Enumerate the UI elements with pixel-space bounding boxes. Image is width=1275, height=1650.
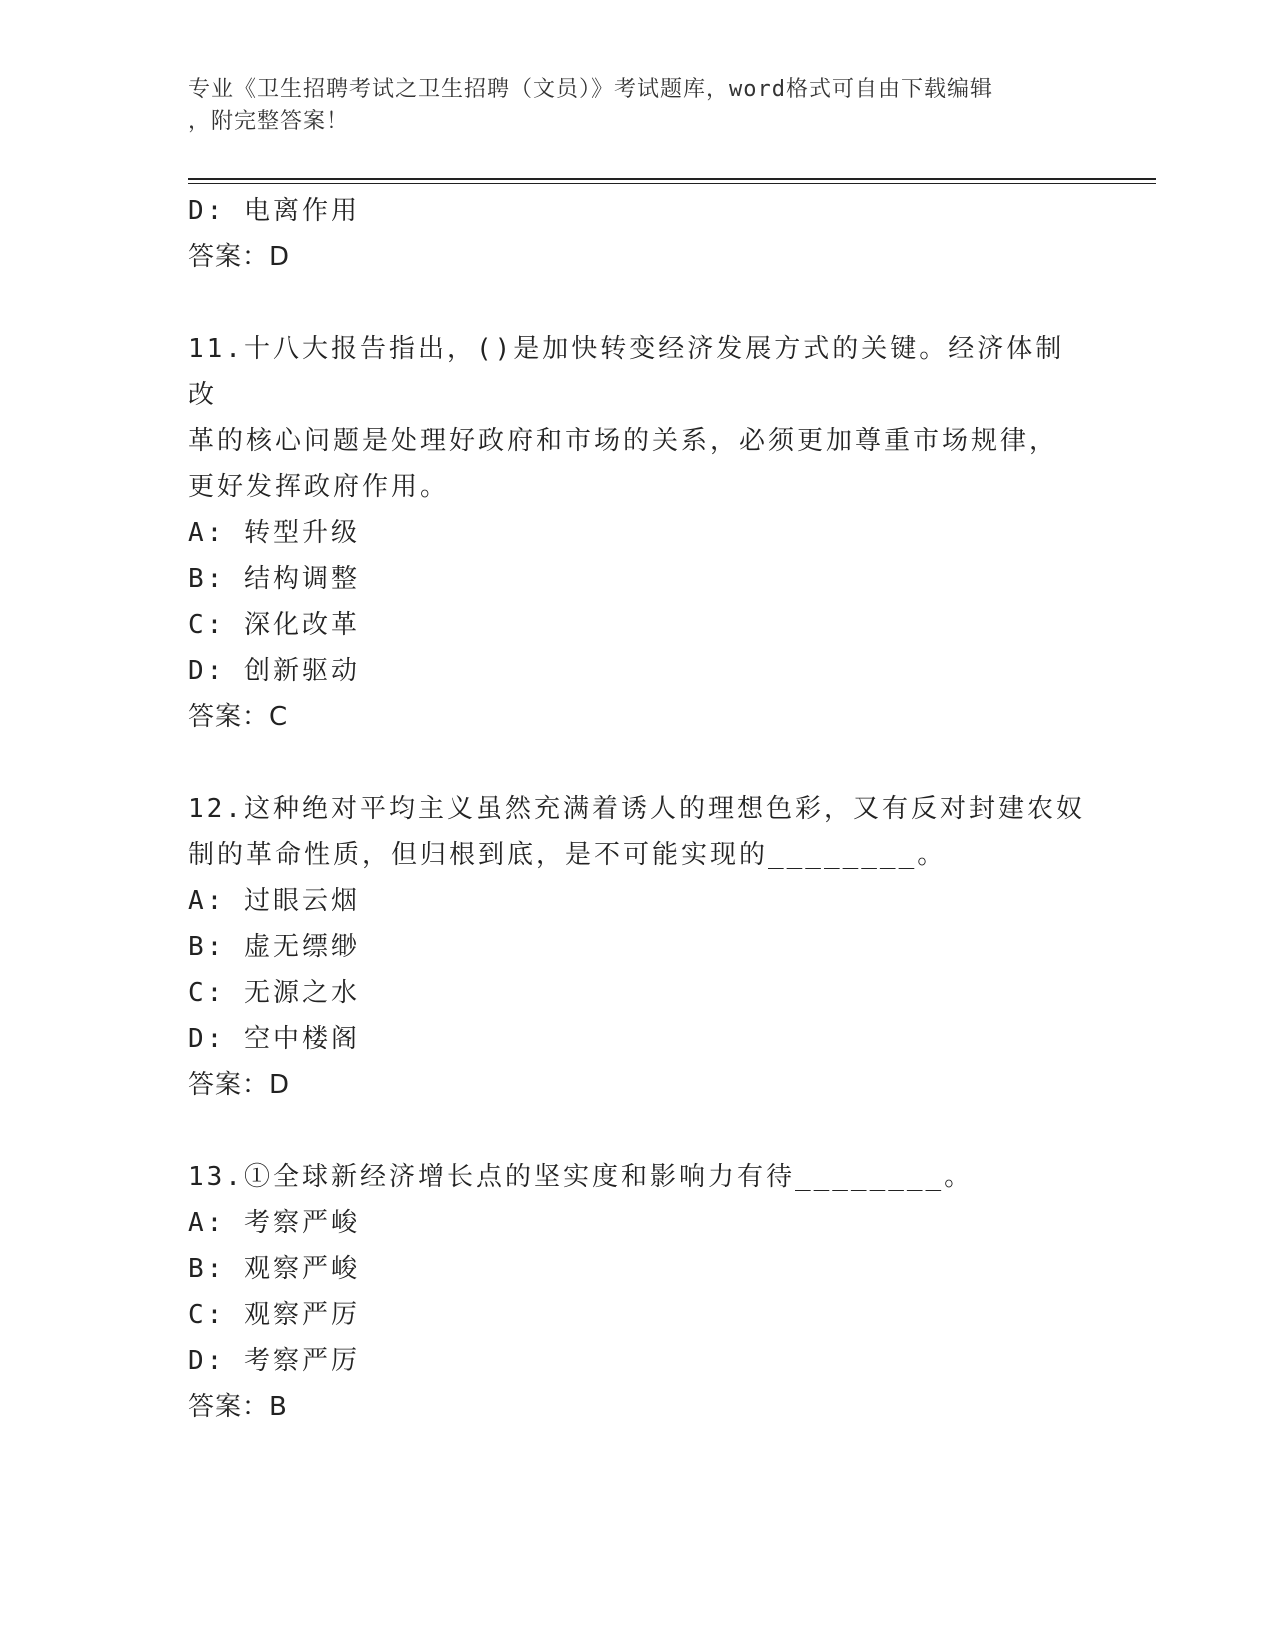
- answer-line: 答案：B: [188, 1392, 288, 1422]
- answer-line: 答案：D: [188, 242, 291, 272]
- question-13: [188, 1154, 1088, 1430]
- option-b: B: 虚无缥缈: [188, 932, 360, 962]
- question-stem-line: 制的革命性质，但归根到底，是不可能实现的________。: [188, 840, 947, 870]
- answer-line: 答案：C: [188, 702, 289, 732]
- question-stem-line: 12.这种绝对平均主义虽然充满着诱人的理想色彩，又有反对封建农奴: [188, 794, 1085, 824]
- question-stem-line: 11.十八大报告指出，()是加快转变经济发展方式的关键。经济体制改: [188, 334, 1065, 410]
- question-11: [188, 326, 1088, 740]
- previous-question-tail: [188, 188, 1088, 280]
- option-c: C: 深化改革: [188, 610, 360, 640]
- option-d: D: 空中楼阁: [188, 1024, 360, 1054]
- answer-line: 答案：D: [188, 1070, 291, 1100]
- option-c: C: 无源之水: [188, 978, 360, 1008]
- question-stem-line: 革的核心问题是处理好政府和市场的关系，必须更加尊重市场规律，: [188, 426, 1059, 456]
- option-b: B: 观察严峻: [188, 1254, 360, 1284]
- option-b: B: 结构调整: [188, 564, 360, 594]
- header-line-2: ，附完整答案！: [188, 109, 350, 134]
- option-d: D: 创新驱动: [188, 656, 360, 686]
- question-stem-line: 13.①全球新经济增长点的坚实度和影响力有待________。: [188, 1162, 974, 1192]
- question-12: [188, 786, 1088, 1108]
- option-d: D: 电离作用: [188, 196, 360, 226]
- header-divider-thin: [188, 183, 1156, 184]
- header-line-1: 专业《卫生招聘考试之卫生招聘（文员）》考试题库，word格式可自由下载编辑: [188, 77, 993, 102]
- option-a: A: 考察严峻: [188, 1208, 360, 1238]
- question-stem-line: 更好发挥政府作用。: [188, 472, 450, 502]
- option-a: A: 过眼云烟: [188, 886, 360, 916]
- header-divider-thick: [188, 178, 1156, 180]
- document-body: [188, 188, 1088, 1430]
- document-header: [188, 74, 1088, 138]
- option-d: D: 考察严厉: [188, 1346, 360, 1376]
- option-c: C: 观察严厉: [188, 1300, 360, 1330]
- option-a: A: 转型升级: [188, 518, 360, 548]
